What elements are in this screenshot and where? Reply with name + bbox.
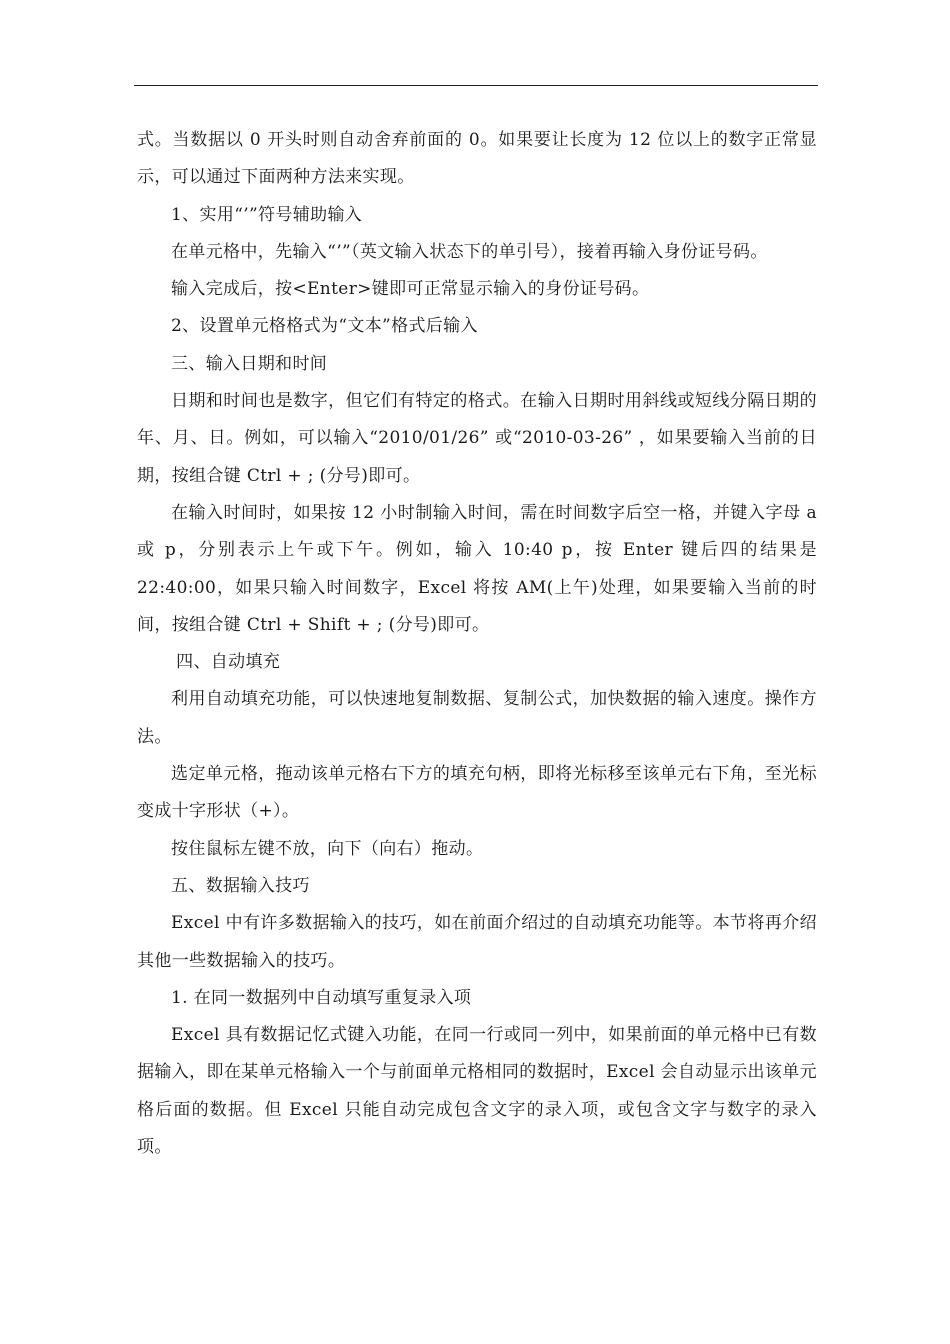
paragraph-autofill: 利用自动填充功能，可以快速地复制数据、复制公式，加快数据的输入速度。操作方法。 bbox=[137, 689, 817, 747]
paragraph-time-input: 在输入时间时，如果按 12 小时制输入时间，需在时间数字后空一格，并键入字母 a 或 p，分别表示上午或下午。例如，输入 10:40 p，按 Enter 键后四的结果是 22:40:00，如果只输入时间数字，Excel 将按 AM(上午)处理，如果要输入当前的时间，按组合键 Ctrl + Shift + ; (分号)即可。 bbox=[137, 502, 817, 635]
paragraph-enter-key: 输入完成后，按<Enter>键即可正常显示输入的身份证号码。 bbox=[171, 279, 650, 300]
paragraph-autocomplete: Excel 具有数据记忆式键入功能，在同一行或同一列中，如果前面的单元格中已有数据输入，即在某单元格输入一个与前面单元格相同的数据时，Excel 会自动显示出该单元格后面的数据。但 Excel 只能自动完成包含文字的录入项，或包含文字与数字的录入项。 bbox=[137, 1025, 817, 1158]
heading-method-2: 2、设置单元格格式为“文本”格式后输入 bbox=[171, 316, 478, 337]
heading-method-1: 1、实用“’”符号辅助输入 bbox=[171, 204, 363, 225]
paragraph-input-tips: Excel 中有许多数据输入的技巧，如在前面介绍过的自动填充功能等。本节将再介绍其他一些数据输入的技巧。 bbox=[137, 913, 817, 971]
paragraph-fill-handle: 选定单元格，拖动该单元格右下方的填充句柄，即将光标移至该单元右下角，至光标变成十字形状（+）。 bbox=[137, 764, 817, 822]
paragraph-drag: 按住鼠标左键不放，向下（向右）拖动。 bbox=[171, 838, 484, 859]
heading-section-4: 四、自动填充 bbox=[176, 652, 281, 673]
paragraph-date-input: 日期和时间也是数字，但它们有特定的格式。在输入日期时用斜线或短线分隔日期的年、月、日。例如，可以输入“2010/01/26” 或“2010-03-26” ，如果要输入当前的日期，按组合键 Ctrl + ; (分号)即可。 bbox=[137, 391, 817, 486]
paragraph-apostrophe-input: 在单元格中，先输入“’”（英文输入状态下的单引号），接着再输入身份证号码。 bbox=[171, 241, 768, 262]
paragraph-continuation: 式。当数据以 0 开头时则自动舍弃前面的 0。如果要让长度为 12 位以上的数字正常显示，可以通过下面两种方法来实现。 bbox=[137, 130, 817, 188]
header-rule bbox=[134, 85, 818, 86]
heading-section-3: 三、输入日期和时间 bbox=[171, 353, 328, 374]
document-body bbox=[137, 122, 817, 1166]
heading-section-5: 五、数据输入技巧 bbox=[171, 875, 310, 896]
heading-tip-1: 1. 在同一数据列中自动填写重复录入项 bbox=[171, 987, 472, 1008]
